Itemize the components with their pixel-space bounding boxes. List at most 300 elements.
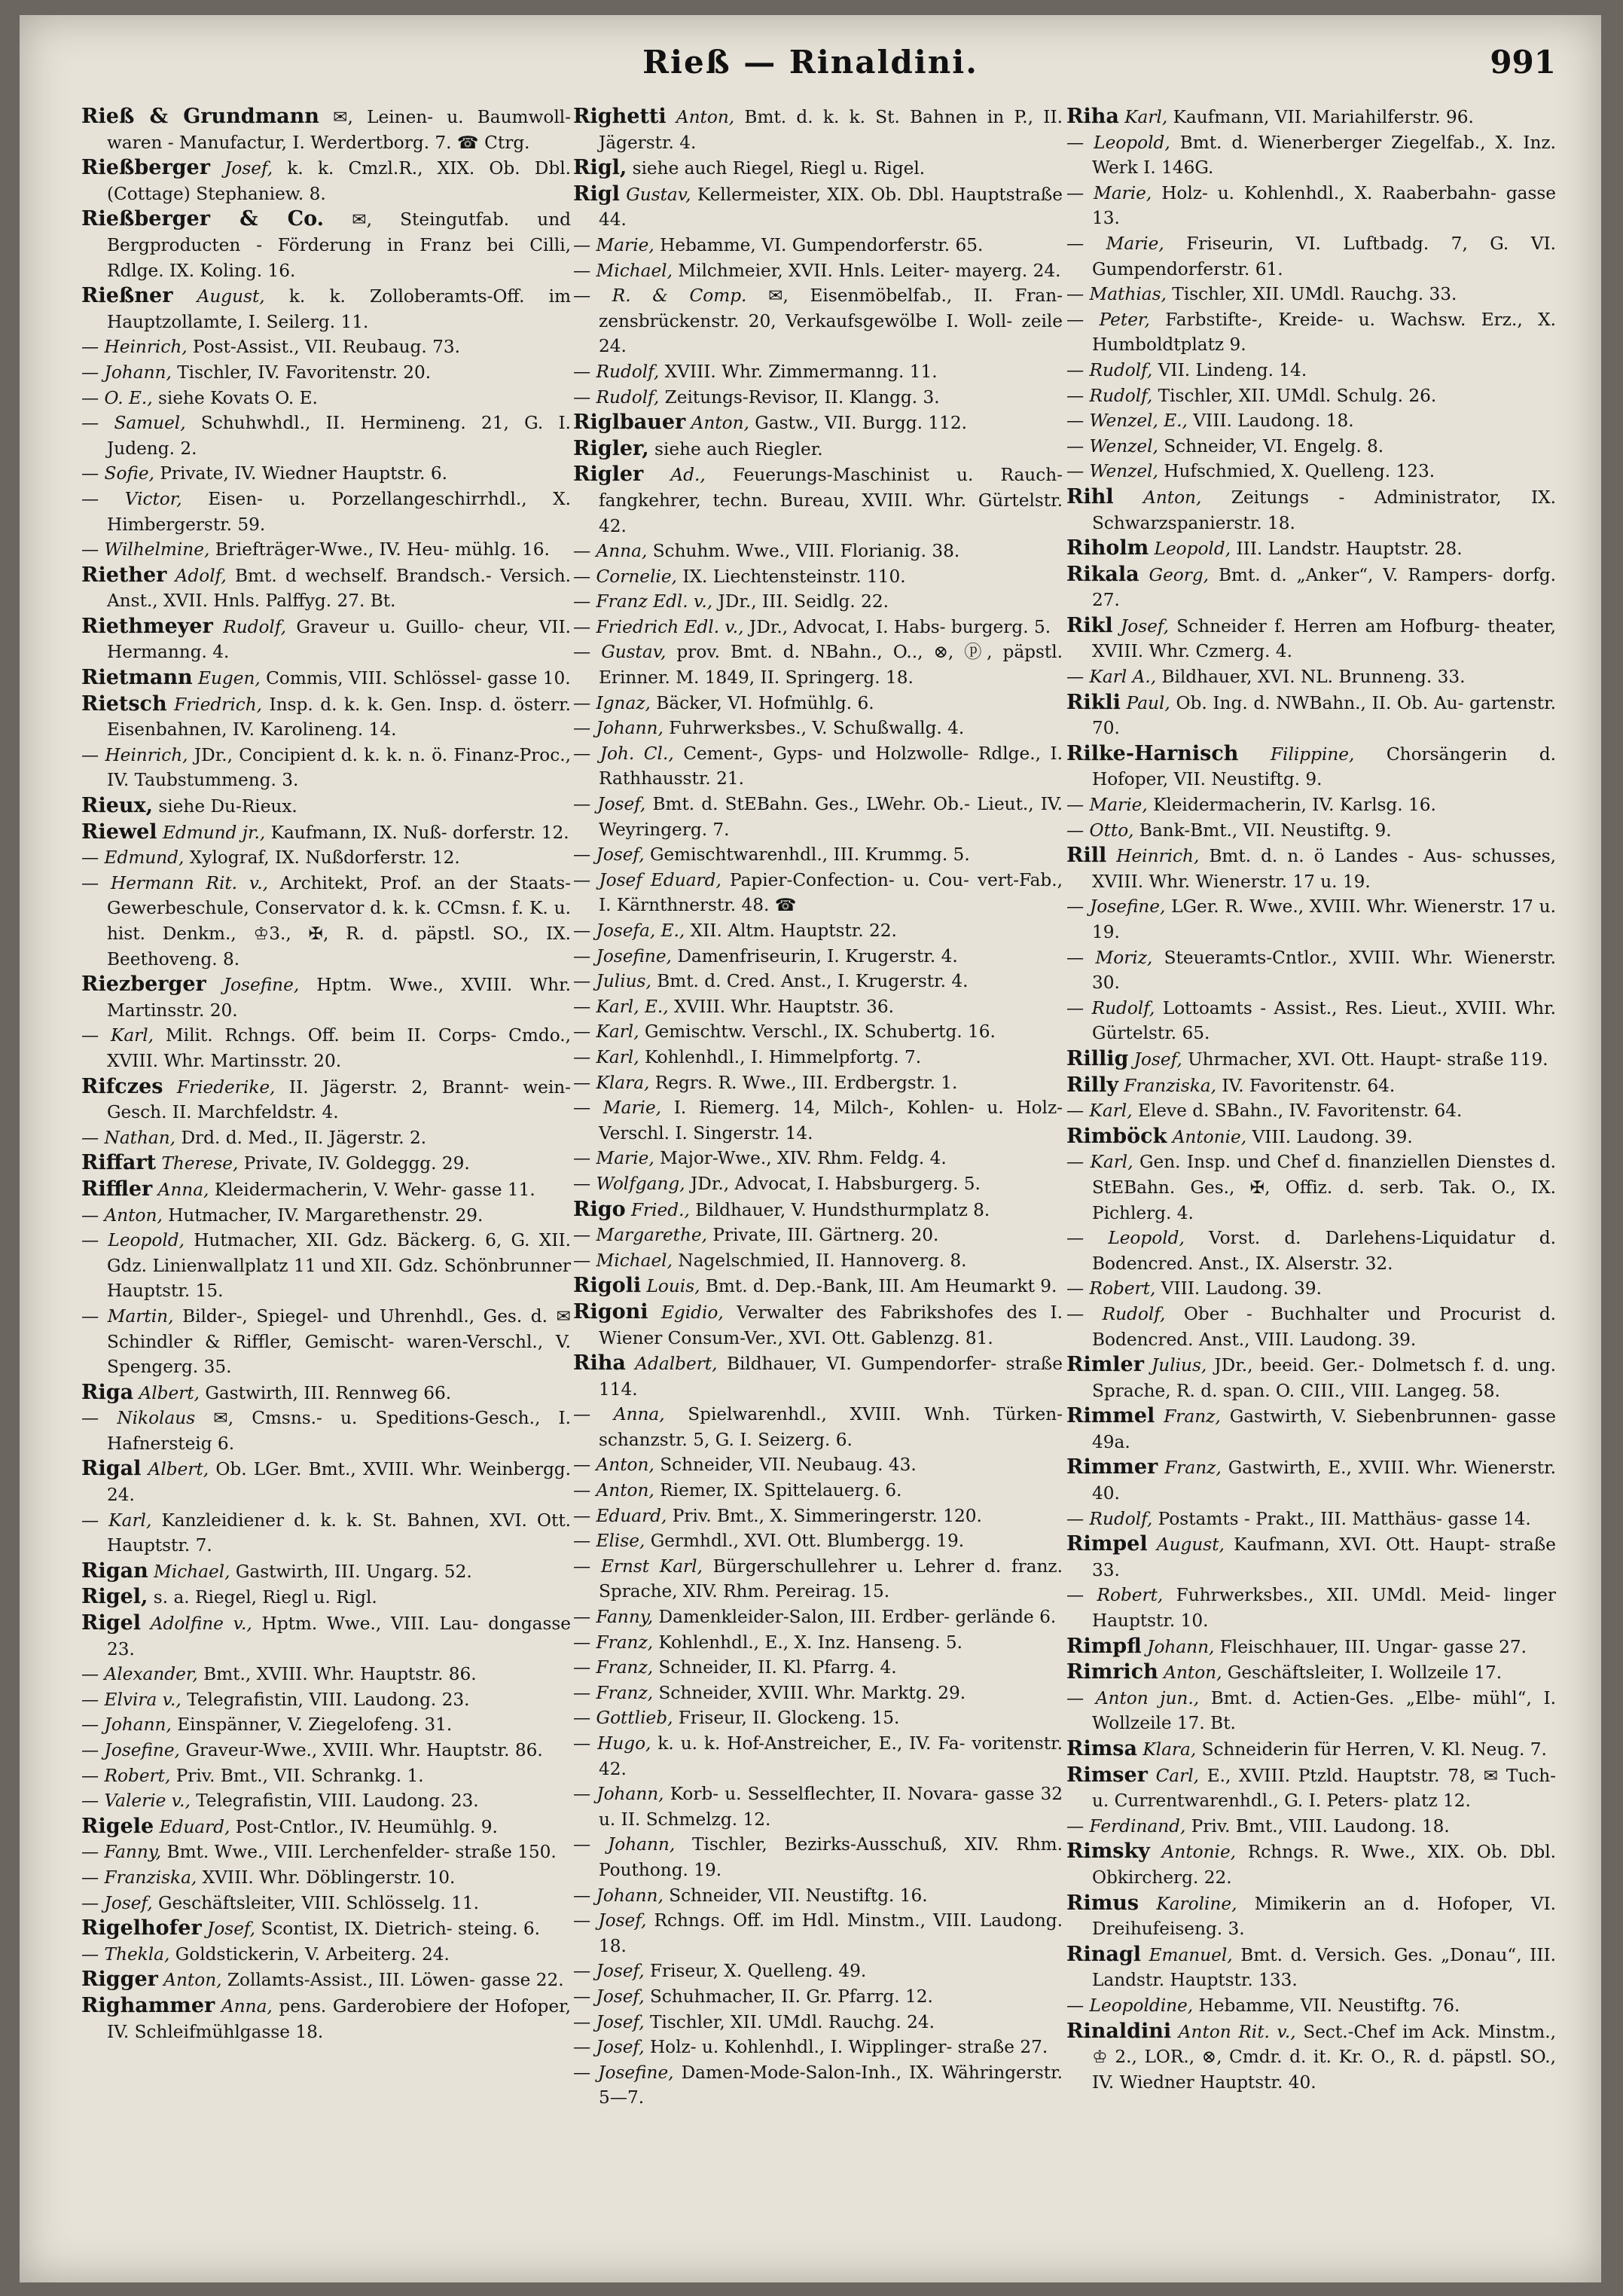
entry-surname: Riether	[81, 563, 167, 587]
directory-entry	[573, 1095, 1063, 1146]
entry-details: Priv. Bmt., VIII. Laudong. 18.	[1191, 1815, 1450, 1836]
entry-given-name: — Karl,	[81, 1510, 152, 1531]
entry-details: Vorst. d. Darlehens-Liquidatur d. Bodencred. Anst., IX. Alserstr. 32.	[1092, 1228, 1556, 1274]
entry-details: Bildhauer, V. Hundsthurmplatz 8.	[695, 1199, 990, 1220]
page-number: 991	[1490, 44, 1556, 81]
entry-given-name: Anton Rit. v.,	[1178, 2021, 1296, 2042]
entry-given-name: — Josefine,	[573, 2062, 674, 2083]
directory-entry	[1066, 383, 1556, 409]
entry-given-name: — Samuel,	[81, 413, 186, 434]
directory-entry	[1066, 1046, 1556, 1073]
entry-details: Lottoamts - Assist., Res. Lieut., XVIII. Whr. Gürtelstr. 65.	[1092, 997, 1557, 1044]
entry-surname: Rilly	[1066, 1073, 1118, 1097]
entry-surname: Rimpfl	[1066, 1634, 1142, 1658]
entry-details: Spielwarenhdl., XVIII. Wnh. Türken- schanzstr. 5, G. I. Seizerg. 6.	[599, 1404, 1063, 1450]
entry-surname: Rigler,	[573, 436, 649, 460]
entry-given-name: — Josefine,	[1066, 896, 1166, 917]
entry-details: Zeitungs - Administrator, IX. Schwarzspanierstr. 18.	[1092, 487, 1556, 533]
directory-entry	[573, 104, 1063, 155]
directory-entry	[1066, 181, 1556, 231]
directory-entry	[573, 1299, 1063, 1351]
directory-entry	[573, 1908, 1063, 1959]
entry-given-name: — Victor,	[81, 488, 182, 509]
entry-details: Einspänner, V. Ziegelofeng. 31.	[177, 1714, 453, 1736]
entry-given-name: Anton,	[676, 107, 735, 127]
directory-entry	[81, 692, 571, 743]
entry-details: s. a. Riegel, Riegl u. Rigl.	[153, 1587, 377, 1608]
entry-given-name: — Michael,	[573, 260, 673, 281]
entry-details: Tischler, XII. UMdl. Rauchg. 33.	[1172, 284, 1457, 305]
entry-given-name: — Otto,	[1066, 820, 1134, 841]
directory-entry	[1066, 1583, 1556, 1633]
entry-surname: Rimböck	[1066, 1124, 1167, 1148]
directory-entry	[81, 1228, 571, 1304]
entry-given-name: — Marie,	[573, 234, 654, 255]
entry-given-name: Adolf,	[175, 565, 227, 586]
entry-given-name: — Leopold,	[1066, 132, 1170, 153]
entry-details: Schuhm. Wwe., VIII. Florianig. 38.	[652, 541, 960, 562]
entry-given-name: Ad.,	[670, 465, 706, 486]
directory-entry	[81, 743, 571, 793]
entry-surname: Rinaldini	[1066, 2019, 1172, 2043]
entry-details: XVIII. Whr. Zimmermanng. 11.	[664, 361, 938, 382]
directory-entry	[81, 1865, 571, 1891]
entry-details: Verwalter des Fabrikshofes des I. Wiener Consum-Ver., XVI. Ott. Gablenzg. 81.	[599, 1302, 1063, 1348]
entry-details: Hptm. Wwe., VIII. Lau- dongasse 23.	[107, 1614, 572, 1659]
entry-given-name: Anton,	[1143, 487, 1202, 508]
entry-details: Sect.-Chef im Ack. Minstm., ♔ 2., LOR., ⊗, Cmdr. d. it. Kr. O., R. d. päpstl. SO., IV. Wiedner Hauptstr. 40.	[1092, 2021, 1557, 2093]
entry-details: Drd. d. Med., II. Jägerstr. 2.	[181, 1127, 427, 1148]
entry-given-name: Josef,	[1120, 615, 1169, 637]
entry-details: Fuhrwerksbes., V. Schußwallg. 4.	[669, 718, 965, 739]
directory-entry	[1066, 818, 1556, 844]
entry-details: Regrs. R. Wwe., III. Erdbergstr. 1.	[654, 1072, 958, 1093]
entry-given-name: — Josef,	[573, 794, 646, 815]
entry-given-name: — Rudolf,	[1066, 1508, 1153, 1529]
entry-details: Private, IV. Goldeggg. 29.	[243, 1153, 470, 1174]
entry-details: Goldstickerin, V. Arbeiterg. 24.	[175, 1943, 450, 1965]
entry-details: Hebamme, VI. Gumpendorferstr. 65.	[660, 234, 984, 255]
entry-surname: Rimmer	[1066, 1455, 1158, 1479]
entry-given-name: — Marie,	[573, 1098, 662, 1119]
entry-details: Commis, VIII. Schlössel- gasse 10.	[266, 668, 571, 689]
entry-surname: Rigl	[573, 182, 620, 206]
entry-details: Damenfriseurin, I. Krugerstr. 4.	[677, 945, 958, 966]
entry-given-name: — Anton jun.,	[1066, 1687, 1200, 1708]
entry-surname: Rigal	[81, 1457, 142, 1481]
entry-details: IX. Liechtensteinstr. 110.	[682, 566, 906, 587]
directory-entry	[573, 564, 1063, 590]
entry-given-name: — Fanny,	[573, 1607, 654, 1628]
entry-details: Cement-, Gyps- und Holzwolle- Rdlge., I. Rathhausstr. 21.	[599, 743, 1063, 789]
entry-surname: Riffart	[81, 1151, 157, 1175]
entry-details: Friseur, X. Quelleng. 49.	[649, 1961, 867, 1982]
directory-entry	[81, 1508, 571, 1559]
entry-details: Gastwirth, III. Ungarg. 52.	[235, 1561, 472, 1582]
entry-details: Germhdl., XVI. Ott. Blumbergg. 19.	[650, 1531, 965, 1552]
entry-details: Hutmacher, IV. Margarethenstr. 29.	[168, 1204, 484, 1226]
entry-given-name: — Leopoldine,	[1066, 1995, 1194, 2016]
entry-given-name: — Josef,	[573, 1961, 645, 1982]
entry-details: siehe Du-Rieux.	[158, 796, 297, 817]
directory-entry	[573, 462, 1063, 539]
entry-given-name: Filippine,	[1270, 743, 1355, 765]
entry-details: Holz- u. Kohlenhdl., I. Wipplinger- straße 27.	[649, 2037, 1048, 2058]
entry-details: Private, IV. Wiedner Hauptstr. 6.	[160, 463, 448, 484]
entry-given-name: — Gottlieb,	[573, 1708, 673, 1729]
entry-details: Eleve d. SBahn., IV. Favoritenstr. 64.	[1137, 1101, 1463, 1122]
entry-surname: Rikl	[1066, 613, 1113, 637]
entry-details: Bildhauer, XVI. NL. Brunneng. 33.	[1161, 667, 1466, 688]
directory-entry	[573, 969, 1063, 994]
entry-details: XVIII. Whr. Hauptstr. 36.	[674, 996, 895, 1017]
entry-details: IV. Favoritenstr. 64.	[1222, 1075, 1396, 1096]
directory-entry	[81, 537, 571, 563]
entry-details: XVIII. Whr. Döblingerstr. 10.	[202, 1867, 456, 1888]
directory-entry	[573, 944, 1063, 969]
entry-given-name: Michael,	[154, 1561, 230, 1582]
entry-details: Steueramts-Cntlor., XVIII. Whr. Wienerstr. 30.	[1092, 947, 1556, 994]
entry-details: Kaufmann, XVI. Ott. Haupt- straße 33.	[1092, 1534, 1557, 1580]
entry-given-name: Franz,	[1164, 1406, 1221, 1427]
entry-given-name: — Robert,	[1066, 1278, 1156, 1299]
entry-details: Geschäftsleiter, VIII. Schlösselg. 11.	[157, 1892, 480, 1913]
entry-details: Schuhwhdl., II. Hermineng. 21, G. I. Judeng. 2.	[107, 413, 571, 459]
entry-given-name: — Josef,	[573, 1910, 647, 1931]
entry-details: Zeitungs-Revisor, II. Klangg. 3.	[664, 386, 940, 408]
entry-surname: Rill	[1066, 844, 1107, 868]
entry-given-name: Leopold,	[1154, 539, 1231, 560]
entry-details: Gemischtwarenhdl., III. Krummg. 5.	[649, 844, 970, 866]
entry-given-name: — Franz,	[573, 1632, 654, 1653]
entry-given-name: — Johann,	[81, 1714, 172, 1736]
directory-entry	[1066, 792, 1556, 818]
entry-given-name: — Valerie v.,	[81, 1791, 191, 1812]
directory-entry	[81, 1559, 571, 1585]
entry-given-name: — Wilhelmine,	[81, 539, 210, 560]
directory-entry	[573, 1630, 1063, 1656]
entry-surname: Rigelhofer	[81, 1916, 202, 1940]
entry-given-name: — Karl,	[1066, 1101, 1133, 1122]
directory-entry	[1066, 1226, 1556, 1276]
directory-page	[20, 15, 1601, 2282]
entry-details: Ob. Ing. d. NWBahn., II. Ob. Au- gartenstr. 70.	[1092, 692, 1557, 739]
directory-entry	[573, 842, 1063, 868]
entry-given-name: — Hermann Rit. v.,	[81, 872, 268, 893]
entry-details: Telegrafistin, VIII. Laudong. 23.	[196, 1791, 479, 1812]
entry-surname: Riffler	[81, 1177, 153, 1201]
directory-entry	[573, 182, 1063, 233]
entry-details: Post-Cntlor., IV. Heumühlg. 9.	[235, 1816, 498, 1837]
entry-details: Hufschmied, X. Quelleng. 123.	[1164, 461, 1435, 482]
entry-details: Graveur u. Guillo- cheur, VII. Hermanng. 4.	[107, 616, 571, 663]
entry-given-name: — Fanny,	[81, 1842, 162, 1863]
directory-entry	[573, 1045, 1063, 1070]
entry-details: Bmt. d. n. ö Landes - Aus- schusses, XVIII. Whr. Wienerstr. 17 u. 19.	[1092, 846, 1557, 892]
directory-entry	[81, 283, 571, 334]
entry-surname: Rikala	[1066, 562, 1139, 586]
entry-details: Papier-Confection- u. Cou- vert-Fab., I. Kärnthnerstr. 48. ☎	[599, 869, 1063, 916]
entry-details: Tischler, XII. UMdl. Rauchg. 24.	[649, 2011, 935, 2032]
directory-entry	[573, 691, 1063, 716]
entry-details: Bmt. d. Versich. Ges. „Donau“, III. Landstr. Hauptstr. 133.	[1092, 1944, 1557, 1991]
directory-entry	[573, 1146, 1063, 1171]
entry-details: siehe auch Riegler.	[654, 438, 823, 460]
directory-entry	[81, 1763, 571, 1789]
entry-given-name: — Hugo,	[573, 1733, 651, 1754]
directory-entry	[81, 1712, 571, 1738]
entry-details: Chorsängerin d. Hofoper, VII. Neustiftg. 9.	[1092, 743, 1556, 790]
directory-entry	[573, 1019, 1063, 1045]
entry-given-name: — Julius,	[573, 971, 651, 992]
entry-given-name: — Rudolf,	[1066, 385, 1153, 406]
entry-given-name: — Josef,	[573, 2037, 645, 2058]
directory-entry	[1066, 1686, 1556, 1736]
directory-entry	[573, 1731, 1063, 1782]
directory-entry	[81, 1150, 571, 1177]
directory-entry	[1066, 1124, 1556, 1150]
entry-given-name: — Ernst Karl,	[573, 1556, 703, 1577]
directory-entry	[573, 918, 1063, 944]
directory-entry	[81, 334, 571, 360]
entry-given-name: August,	[1156, 1534, 1225, 1556]
entry-given-name: — Franz Edl. v.,	[573, 591, 713, 612]
entry-details: Schneiderin für Herren, V. Kl. Neug. 7.	[1201, 1739, 1547, 1760]
directory-entry	[81, 1584, 571, 1611]
directory-entry	[1066, 104, 1556, 130]
entry-details: Architekt, Prof. an der Staats-Gewerbeschule, Conservator d. k. k. CCmsn. f. K. u. hist. Denkm., ♔3., ✠, R. d. päpstl. SO., IX. Beethoveng. 8.	[107, 872, 571, 969]
directory-entry	[573, 868, 1063, 918]
entry-given-name: — Franz,	[573, 1682, 654, 1703]
directory-entry	[81, 845, 571, 871]
directory-entry	[573, 1402, 1063, 1452]
directory-entry	[81, 1611, 571, 1662]
entry-details: JDr., Advocat, I. Habsburgerg. 5.	[690, 1173, 981, 1194]
entry-given-name: — Ignaz,	[573, 692, 651, 713]
directory-entry	[81, 1177, 571, 1203]
entry-surname: Rigl,	[573, 156, 627, 180]
page-title: Rieß — Rinaldini.	[642, 44, 978, 81]
entry-details: k. k. Cmzl.R., XIX. Ob. Dbl. (Cottage) Stephaniew. 8.	[107, 158, 572, 204]
entry-given-name: Rudolf,	[223, 616, 286, 637]
directory-entry	[1066, 408, 1556, 434]
directory-entry	[1066, 945, 1556, 996]
directory-entry	[1066, 1763, 1556, 1814]
directory-entry	[81, 1074, 571, 1125]
entry-details: Kanzleidiener d. k. k. St. Bahnen, XVI. Ott. Hauptstr. 7.	[107, 1510, 572, 1556]
entry-given-name: — Marie,	[1066, 795, 1148, 816]
entry-surname: Rimsky	[1066, 1840, 1150, 1864]
entry-details: Bäcker, VI. Hofmühlg. 6.	[656, 692, 874, 713]
entry-details: Kaufmann, IX. Nuß- dorferstr. 12.	[270, 822, 569, 843]
entry-details: Bürgerschullehrer u. Lehrer d. franz. Sprache, XIV. Rhm. Pereirag. 15.	[599, 1556, 1063, 1602]
entry-details: Kellermeister, XIX. Ob. Dbl. Hauptstraße 44.	[599, 184, 1063, 231]
directory-entry	[573, 1959, 1063, 1984]
entry-details: Telegrafistin, VIII. Laudong. 23.	[187, 1689, 470, 1710]
entry-given-name: — Thekla,	[81, 1943, 170, 1965]
entry-details: Gemischtw. Verschl., IX. Schubertg. 16.	[644, 1021, 996, 1043]
entry-given-name: Julius,	[1152, 1355, 1207, 1376]
directory-entry	[1066, 613, 1556, 664]
directory-entry	[81, 1916, 571, 1942]
directory-entry	[1066, 741, 1556, 792]
entry-details: k. k. Zolloberamts-Off. im Hauptzollamte, I. Seilerg. 11.	[107, 286, 572, 332]
directory-entry	[573, 155, 1063, 182]
entry-details: I. Riemerg. 14, Milch-, Kohlen- u. Holz-Verschl. I. Singerstr. 14.	[599, 1098, 1063, 1143]
entry-given-name: — Elvira v.,	[81, 1689, 182, 1710]
entry-details: Ober - Buchhalter und Procurist d. Bodencred. Anst., VIII. Laudong. 39.	[1092, 1303, 1557, 1350]
entry-given-name: — Cornelie,	[573, 566, 677, 587]
directory-entry	[1066, 1352, 1556, 1403]
entry-details: Briefträger-Wwe., IV. Heu- mühlg. 16.	[215, 539, 550, 560]
entry-given-name: — Edmund,	[81, 847, 185, 869]
entry-given-name: — Anna,	[573, 541, 648, 562]
directory-entry	[573, 410, 1063, 436]
entry-given-name: — Rudolf,	[573, 386, 660, 408]
entry-details: Hptm. Wwe., XVIII. Whr. Martinsstr. 20.	[107, 975, 572, 1021]
directory-entry	[573, 1197, 1063, 1223]
directory-entry	[573, 385, 1063, 411]
directory-entry	[1066, 282, 1556, 307]
entry-surname: Rimsa	[1066, 1737, 1137, 1760]
entry-given-name: — Johann,	[573, 1885, 664, 1906]
directory-entry	[573, 1504, 1063, 1529]
entry-details: Schneider, VI. Engelg. 8.	[1164, 435, 1384, 456]
entry-given-name: — Rudolf,	[1066, 997, 1155, 1018]
directory-entry	[573, 283, 1063, 359]
directory-entry	[573, 1782, 1063, 1832]
directory-entry	[81, 461, 571, 487]
entry-surname: Rigoli	[573, 1274, 642, 1298]
entry-surname: Riezberger	[81, 972, 206, 997]
directory-entry	[81, 206, 571, 283]
directory-entry	[81, 1967, 571, 1993]
entry-surname: Rigele	[81, 1814, 154, 1838]
entry-surname: Rigler	[573, 463, 644, 487]
entry-given-name: Egidio,	[660, 1302, 724, 1323]
entry-surname: Rimser	[1066, 1763, 1148, 1787]
directory-entry	[81, 1814, 571, 1840]
entry-details: Uhrmacher, XVI. Ott. Haupt- straße 119.	[1188, 1049, 1548, 1070]
directory-entry	[1066, 1942, 1556, 1993]
directory-entry	[1066, 1814, 1556, 1840]
directory-entry	[81, 386, 571, 411]
directory-entry	[1066, 1073, 1556, 1099]
directory-entry	[81, 1023, 571, 1073]
column-right	[1066, 104, 1556, 2095]
entry-given-name: Anton,	[1164, 1662, 1222, 1684]
entry-given-name: Anna,	[221, 1995, 273, 2017]
entry-details: Bmt. d. Dep.-Bank, III. Am Heumarkt 9.	[705, 1276, 1057, 1297]
directory-entry	[81, 487, 571, 537]
entry-given-name: — Friedrich Edl. v.,	[573, 616, 744, 637]
directory-entry	[81, 1380, 571, 1406]
entry-given-name: — Anton,	[81, 1204, 163, 1226]
entry-details: ✉, Leinen- u. Baumwoll- waren - Manufactur, I. Werdertborg. 7. ☎ Ctrg.	[107, 107, 571, 153]
directory-entry	[573, 1171, 1063, 1197]
entry-surname: Rigel,	[81, 1585, 148, 1609]
directory-entry	[573, 2060, 1063, 2111]
entry-given-name: — Leopold,	[1066, 1228, 1185, 1249]
directory-entry	[573, 1070, 1063, 1096]
directory-entry	[81, 360, 571, 386]
directory-entry	[81, 614, 571, 665]
directory-entry	[1066, 130, 1556, 181]
entry-details: VIII. Laudong. 39.	[1161, 1278, 1323, 1299]
entry-surname: Rimus	[1066, 1891, 1139, 1915]
entry-given-name: — Josefine,	[573, 945, 672, 966]
entry-surname: Riewel	[81, 820, 157, 844]
entry-surname: Riha	[1066, 105, 1119, 128]
directory-entry	[81, 665, 571, 692]
entry-surname: Righammer	[81, 1993, 215, 2017]
directory-entry	[573, 359, 1063, 385]
entry-surname: Rimmel	[1066, 1404, 1155, 1428]
entry-given-name: — Peter,	[1066, 309, 1150, 330]
entry-details: Gastwirth, III. Rennweg 66.	[205, 1382, 452, 1403]
entry-given-name: Johann,	[1147, 1636, 1215, 1657]
entry-details: Kleidermacherin, IV. Karlsg. 16.	[1153, 795, 1436, 816]
directory-entry	[1066, 562, 1556, 613]
entry-details: ✉, Eisenmöbelfab., II. Fran- zensbrückenstr. 20, Verkaufsgewölbe I. Woll- zeile 24.	[599, 285, 1063, 357]
column-middle	[573, 104, 1063, 2111]
entry-details: Kohlenhdl., E., X. Inz. Hanseng. 5.	[658, 1632, 963, 1653]
entry-details: Bmt., XVIII. Whr. Hauptstr. 86.	[203, 1664, 477, 1685]
entry-details: Postamts - Prakt., III. Matthäus- gasse 14.	[1158, 1508, 1531, 1529]
entry-surname: Rietsch	[81, 692, 167, 716]
entry-given-name: — Karl,	[573, 1046, 639, 1067]
entry-given-name: — Moriz,	[1066, 947, 1153, 968]
directory-entry	[1066, 1891, 1556, 1942]
entry-given-name: — Nathan,	[81, 1127, 176, 1148]
entry-surname: Rieux,	[81, 794, 154, 818]
entry-given-name: Franz,	[1164, 1458, 1222, 1479]
entry-given-name: — Karl,	[573, 1021, 639, 1043]
entry-given-name: — Martin,	[81, 1305, 174, 1327]
directory-entry	[81, 155, 571, 206]
entry-given-name: — Joh. Cl.,	[573, 743, 674, 764]
entry-details: Damen-Mode-Salon-Inh., IX. Währingerstr. 5—7.	[599, 2062, 1063, 2108]
entry-details: Nagelschmied, II. Hannoverg. 8.	[678, 1250, 967, 1271]
entry-details: Bmt. d. k. k. St. Bahnen in P., II. Jägerstr. 4.	[599, 107, 1063, 153]
directory-entry	[81, 793, 571, 820]
entry-details: JDr., III. Seidlg. 22.	[718, 591, 889, 612]
entry-details: Farbstifte-, Kreide- u. Wachsw. Erz., X. Humboldtplatz 9.	[1092, 309, 1556, 356]
entry-details: Mimikerin an d. Hofoper, VI. Dreihufeiseng. 3.	[1092, 1893, 1557, 1940]
entry-given-name: — Johann,	[573, 718, 664, 739]
column-left	[81, 104, 571, 2044]
directory-entry	[81, 104, 571, 155]
directory-entry	[81, 1125, 571, 1151]
entry-surname: Righetti	[573, 105, 667, 128]
entry-given-name: Albert,	[148, 1459, 209, 1480]
entry-surname: Rimler	[1066, 1353, 1144, 1377]
entry-given-name: — Rudolf,	[1066, 1303, 1166, 1324]
entry-given-name: Josef,	[207, 1919, 256, 1940]
entry-details: Post-Assist., VII. Reubaug. 73.	[193, 337, 460, 358]
entry-surname: Rigoni	[573, 1299, 648, 1324]
entry-details: Bmt. d. StEBahn. Ges., LWehr. Ob.- Lieut., IV. Weyringerg. 7.	[599, 794, 1063, 840]
directory-entry	[81, 1687, 571, 1713]
directory-entry	[1066, 690, 1556, 741]
entry-given-name: Karl,	[1124, 107, 1168, 127]
directory-entry	[1066, 231, 1556, 282]
entry-given-name: Josefine,	[223, 975, 300, 996]
entry-surname: Rillig	[1066, 1046, 1129, 1070]
directory-entry	[81, 1840, 571, 1865]
entry-given-name: Anton,	[163, 1970, 222, 1991]
entry-surname: Rigan	[81, 1559, 148, 1583]
